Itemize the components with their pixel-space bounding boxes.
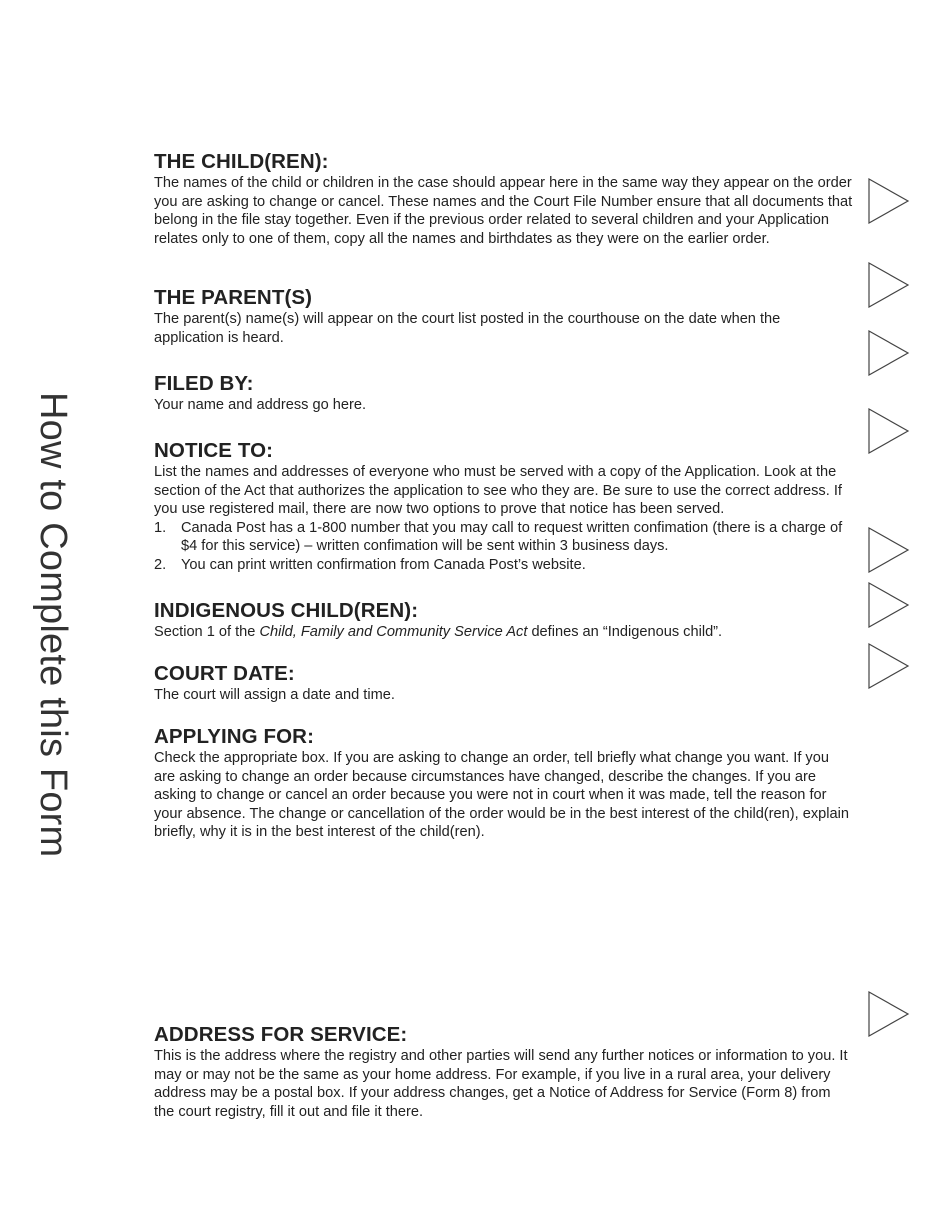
triangle-pointer-icon: [868, 643, 910, 689]
section-court-date: [154, 662, 854, 705]
section-body: Check the appropriate box. If you are asking to change an order, tell briefly what change you want. If you are asking to change an order because circumstances have changed, describe the changes. If you are asking to change or cancel an order because you were not in court when it was made, tell the reason for your absence. The change or cancellation of the order would be in the best interest of the child(ren), explain briefly, why it is in the best interest of the child(ren).: [154, 750, 849, 841]
body-text: Section 1 of the: [154, 624, 260, 640]
triangle-pointer-icon: [868, 178, 910, 224]
section-body: The names of the child or children in the case should appear here in the same way they appear on the order you are asking to change or cancel. These names and the Court File Number ensure that all documents that belong in the file stay together. Even if the previous order related to several children and your Application relates only to one of them, copy all the names and birthdates as they were on the earlier order.: [154, 175, 853, 247]
section-heading: INDIGENOUS CHILD(REN):: [154, 599, 419, 622]
section-body: This is the address where the registry and other parties will send any further notices or information to you. It may or may not be the same as your home address. For example, if you live in a rural area, your delivery address may be a postal box. If your address changes, get a Notice of Address for Service (Form 8) from the court registry, fill it out and file it there.: [154, 1048, 848, 1120]
section-applying-for: [154, 725, 854, 842]
section-heading: APPLYING FOR:: [154, 725, 315, 748]
list-item: [154, 556, 854, 575]
list-item-number: 2.: [154, 556, 167, 573]
section-body: Your name and address go here.: [154, 397, 367, 413]
section-body: The parent(s) name(s) will appear on the court list posted in the courthouse on the date when the application is heard.: [154, 311, 781, 346]
triangle-pointer-icon: [868, 527, 910, 573]
section-indigenous: [154, 599, 854, 642]
section-heading: NOTICE TO:: [154, 439, 274, 462]
section-notice-to: [154, 439, 854, 575]
section-heading: FILED BY:: [154, 372, 254, 395]
notice-list: [154, 519, 854, 575]
section-parents: [154, 286, 854, 347]
section-body: List the names and addresses of everyone who must be served with a copy of the Application. Look at the section of the Act that authorizes the application to see who they are. Be sure to use the correct address. If you use registered mail, there are now two options to prove that notice has been served.: [154, 464, 842, 518]
triangle-pointer-icon: [868, 330, 910, 376]
section-body: [154, 623, 854, 642]
section-heading: THE PARENT(S): [154, 286, 313, 309]
triangle-pointer-icon: [868, 262, 910, 308]
list-item-number: 1.: [154, 519, 167, 536]
side-title: How to Complete this Form: [32, 392, 74, 858]
triangle-pointer-icon: [868, 991, 910, 1037]
triangle-pointer-icon: [868, 582, 910, 628]
section-body: The court will assign a date and time.: [154, 687, 395, 703]
section-address-for-service: [154, 1023, 854, 1121]
section-heading: ADDRESS FOR SERVICE:: [154, 1023, 408, 1046]
section-children: [154, 150, 854, 248]
body-text: defines an “Indigenous child”.: [527, 624, 723, 640]
list-item-text: You can print written confirmation from Canada Post’s website.: [181, 556, 586, 573]
act-title: Child, Family and Community Service Act: [259, 624, 528, 640]
triangle-pointer-icon: [868, 408, 910, 454]
section-heading: THE CHILD(REN):: [154, 150, 329, 173]
list-item-text: Canada Post has a 1-800 number that you may call to request written confimation (there is a charge of $4 for this service) – written confimation will be sent within 3 business days.: [181, 519, 843, 555]
section-filed-by: [154, 372, 854, 415]
section-heading: COURT DATE:: [154, 662, 295, 685]
list-item: [154, 519, 854, 556]
